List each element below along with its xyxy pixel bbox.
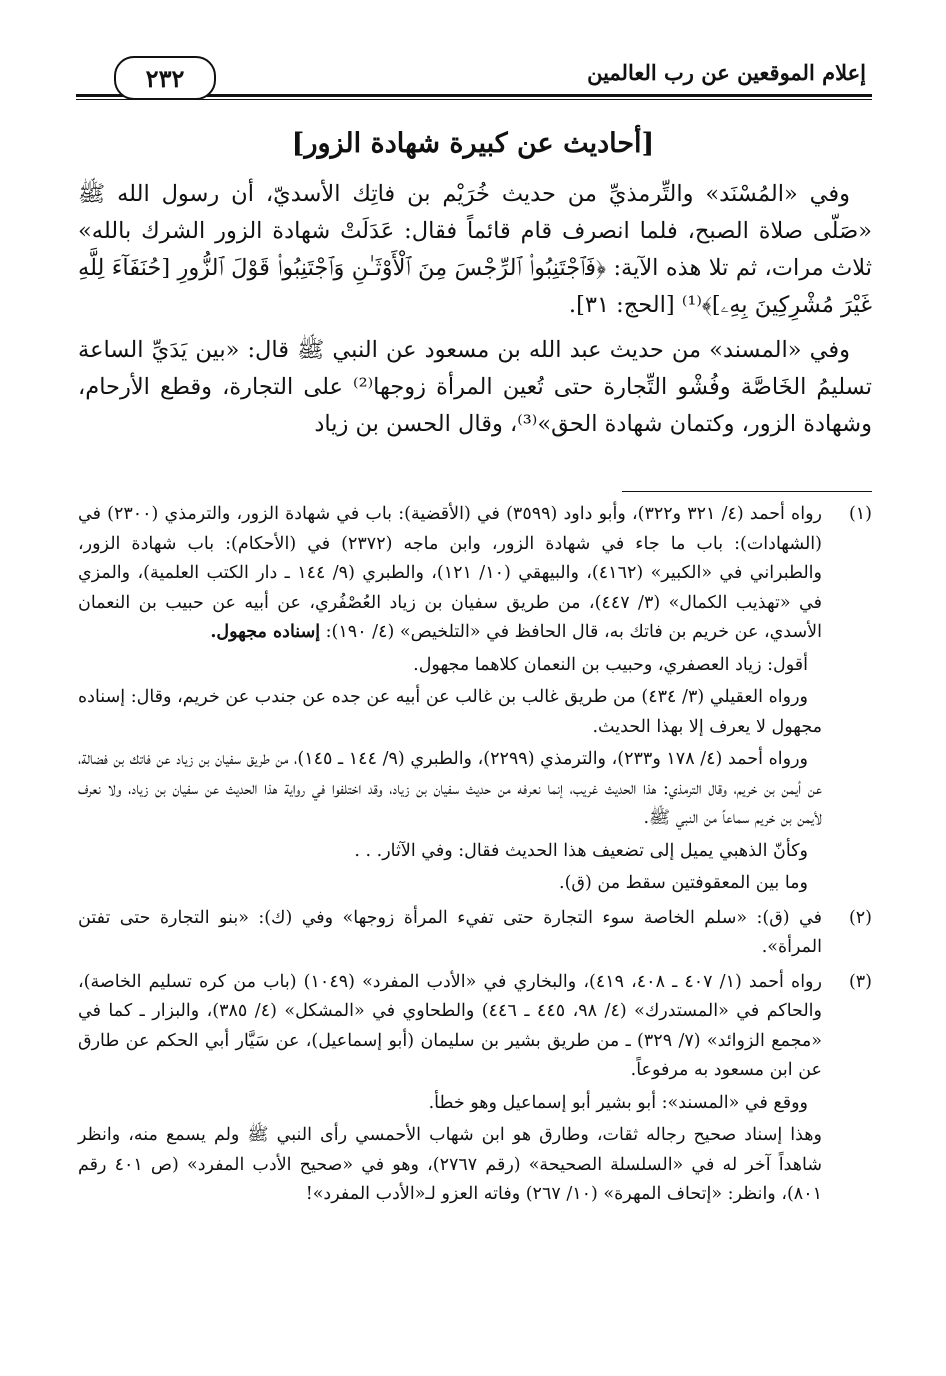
footnote — [78, 904, 872, 966]
footnote-paragraph: ورواه أحمد (٤/ ١٧٨ و٢٣٣)، والترمذي (٢٢٩٩)، والطبري (٩/ ١٤٤ ـ ١٤٥)، من طريق سفيان بن زياد عن فاتك بن فضالة، عن أيمن بن خريم، وقال الترمذي: هذا الحديث غريب، إنما نعرفه من حديث سفيان بن زياد، وقد اختلفوا في رواية هذا الحديث عن سفيان بن زياد، ولا نعرف لأيمن بن خريم سماعاً من النبي ﷺ. — [78, 749, 822, 828]
book-title: إعلام الموقعين عن رب العالمين — [587, 60, 866, 85]
footnote-paragraph: أقول: زياد العصفري، وحبيب بن النعمان كلاهما مجهول. — [413, 654, 808, 675]
running-header — [76, 56, 872, 106]
footnotes — [78, 500, 872, 1215]
main-text — [78, 176, 872, 451]
footnote — [78, 500, 872, 902]
main-paragraph: وفي «المُسْنَد» والتِّرمذيِّ من حديث خُرَيْم بن فاتِك الأسديّ، أن رسول الله ﷺ «صَلّى صلاة الصبح، فلما انصرف قام قائماً فقال: عَدَلَتْ شهادة الزور الشرك بالله» ثلاث مرات، ثم تلا هذه الآية: ﴿فَٱجْتَنِبُوا۟ ٱلرِّجْسَ مِنَ ٱلْأَوْثَـٰنِ وَٱجْتَنِبُوا۟ قَوْلَ ٱلزُّورِ [حُنَفَآءَ لِلَّهِ غَيْرَ مُشْرِكِينَ بِهِۦ]﴾⁽¹⁾ [الحج: ٣١]. — [78, 181, 872, 318]
footnote-paragraph: رواه أحمد (٤/ ٣٢١ و٣٢٢)، وأبو داود (٣٥٩٩) في (الأقضية): باب في شهادة الزور، والترمذي (٢٣٠٠) في (الشهادات): باب ما جاء في شهادة الزور، وابن ماجه (٢٣٧٢) في (الأحكام): باب شهادة الزور، والطبراني في «الكبير» (٤١٦٢)، والبيهقي (١٠/ ١٢١)، والطبري (٩/ ١٤٤ ـ دار الكتب العلمية)، والمزي في «تهذيب الكمال» (٣/ ٤٤٧)، من طريق سفيان بن زياد العُصْفُري، عن أبيه عن حبيب بن النعمان الأسدي، عن خريم بن فاتك به، قال الحافظ في «التلخيص» (٤/ ١٩٠): إسناده مجهول. — [78, 504, 823, 642]
footnote-body — [78, 904, 822, 966]
section-title: [أحاديث عن كبيرة شهادة الزور] — [291, 128, 655, 159]
footnote — [78, 968, 872, 1213]
main-paragraph: وفي «المسند» من حديث عبد الله بن مسعود عن النبي ﷺ قال: «بين يَدَيِّ الساعة تسليمُ الخَاصَّة وفُشْو التِّجارة حتى تُعين المرأة زوجها⁽²⁾ على التجارة، وقطع الأرحام، وشهادة الزور، وكتمان شهادة الحق»⁽³⁾، وقال الحسن بن زياد — [78, 337, 872, 437]
footnote-paragraph: ورواه العقيلي (٣/ ٤٣٤) من طريق غالب بن غالب عن أبيه عن جده عن جندب عن خريم، وقال: إسناده مجهول لا يعرف إلا بهذا الحديث. — [78, 687, 822, 737]
footnote-paragraph: في (ق): «سلم الخاصة سوء التجارة حتى تفيء المرأة زوجها» وفي (ك): «بنو التجارة حتى تفتن المرأة». — [78, 907, 822, 957]
footnote-paragraph: وكأنّ الذهبي يميل إلى تضعيف هذا الحديث فقال: وفي الآثار. . . — [354, 840, 808, 861]
page-number: ٢٣٢ — [114, 56, 216, 100]
footnote-paragraph: ووقع في «المسند»: أبو بشير أبو إسماعيل وهو خطأ. — [428, 1092, 808, 1113]
footnote-body — [78, 500, 822, 902]
footnote-number: (٣) — [848, 971, 872, 992]
footnote-divider — [622, 491, 872, 492]
footnote-number: (٢) — [848, 907, 872, 928]
footnote-paragraph: وهذا إسناد صحيح رجاله ثقات، وطارق هو ابن شهاب الأحمسي رأى النبي ﷺ ولم يسمع منه، وانظر شاهداً آخر له في «السلسلة الصحيحة» (رقم ٢٧٦٧)، وهو في «صحيح الأدب المفرد» (ص ٤٠١ رقم ٨٠١)، وانظر: «إتحاف المهرة» (١٠/ ٢٦٧) وفاته العزو لـ«الأدب المفرد»! — [78, 1125, 822, 1204]
footnote-paragraph: رواه أحمد (١/ ٤٠٧ ـ ٤٠٨، ٤١٩)، والبخاري في «الأدب المفرد» (١٠٤٩) (باب من كره تسليم الخاصة)، والحاكم في «المستدرك» (٤/ ٩٨، ٤٤٥ ـ ٤٤٦) والطحاوي في «المشكل» (٤/ ٣٨٥)، والبزار ـ كما في «مجمع الزوائد» (٧/ ٣٢٩) ـ من طريق بشير بن سليمان (أبو إسماعيل)، عن سَيَّار أبي الحكم عن طارق عن ابن مسعود به مرفوعاً. — [78, 971, 823, 1080]
footnote-number: (١) — [848, 504, 872, 524]
footnote-paragraph: وما بين المعقوفتين سقط من (ق). — [559, 873, 808, 893]
footnote-body — [78, 968, 822, 1213]
